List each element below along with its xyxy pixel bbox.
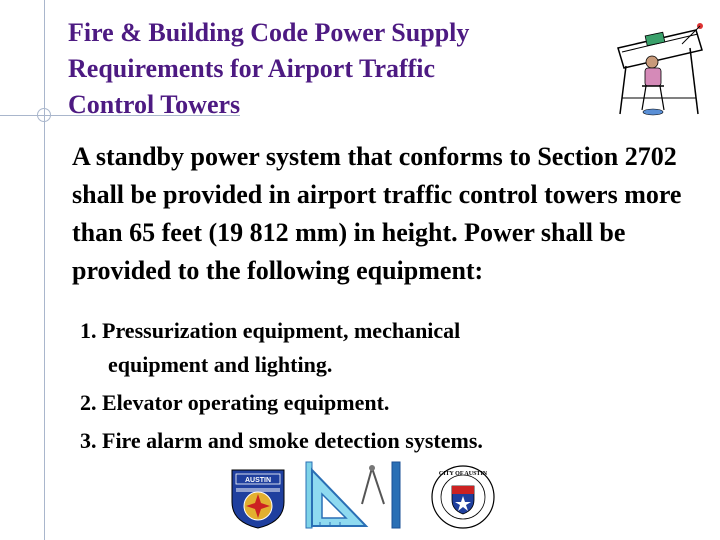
list-item-text: 1. Pressurization equipment, mechanical: [80, 318, 461, 343]
list-item-continuation: equipment and lighting.: [108, 352, 333, 377]
city-seal: [430, 464, 496, 530]
drafting-tools-clipart: [300, 460, 406, 530]
fire-department-badge: [228, 466, 288, 530]
seal-text: CITY OF AUSTIN: [438, 471, 488, 477]
badge-text: AUSTIN: [244, 477, 272, 484]
frame-circle: [37, 108, 51, 122]
list-item-text: 2. Elevator operating equipment.: [80, 390, 390, 415]
equipment-list: [80, 314, 680, 462]
slide-title: Fire & Building Code Power Supply Requirements for Airport Traffic Control Towers: [68, 18, 470, 119]
body-paragraph: A standby power system that conforms to Section 2702 shall be provided in airport traffic control towers more than 65 feet (19 812 mm) in height. Power shall be provided to the following equipment:: [72, 142, 682, 285]
list-item: [80, 424, 680, 458]
drafting-table-clipart: [612, 18, 708, 118]
list-item: [80, 314, 680, 382]
frame-vertical-line: [44, 0, 45, 540]
list-item-text: 3. Fire alarm and smoke detection systems.: [80, 428, 483, 453]
list-item: [80, 386, 680, 420]
